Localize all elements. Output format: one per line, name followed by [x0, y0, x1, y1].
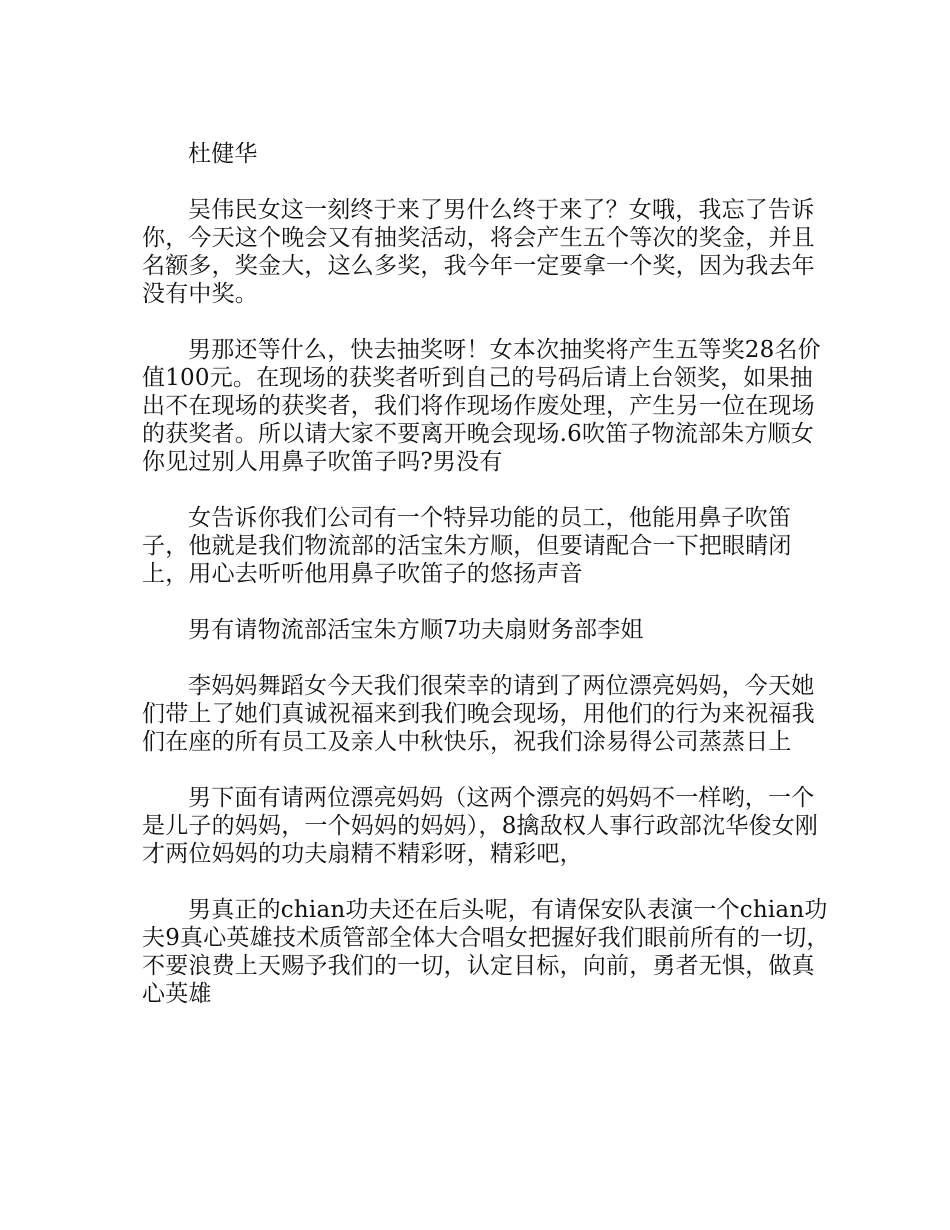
paragraph-6: 男下面有请两位漂亮妈妈（这两个漂亮的妈妈不一样哟，一个是儿子的妈妈，一个妈妈的妈妈），8擒敌权人事行政部沈华俊女刚才两位妈妈的功夫扇精不精彩呀，精彩吧，	[142, 785, 819, 867]
document-title: 杜健华	[188, 141, 258, 167]
paragraph-4: 男有请物流部活宝朱方顺7功夫扇财务部李姐	[188, 617, 644, 643]
paragraph-7: 男真正的chian功夫还在后头呢，有请保安队表演一个chian功夫9真心英雄技术质管部全体大合唱女把握好我们眼前所有的一切，不要浪费上天赐予我们的一切，认定目标，向前，勇者无惧，做真心英雄	[142, 897, 830, 1007]
paragraph-2: 男那还等什么，快去抽奖呀！女本次抽奖将产生五等奖28名价值100元。在现场的获奖者听到自己的号码后请上台领奖，如果抽出不在现场的获奖者，我们将作现场作废处理，产生另一位在现场的获奖者。所以请大家不要离开晚会现场.6吹笛子物流部朱方顺女你见过别人用鼻子吹笛子吗?男没有	[142, 337, 821, 475]
document-page	[142, 140, 832, 1036]
paragraph-1: 吴伟民女这一刻终于来了男什么终于来了？女哦，我忘了告诉你，今天这个晚会又有抽奖活动，将会产生五个等次的奖金，并且名额多，奖金大，这么多奖，我今年一定要拿一个奖，因为我去年没有中奖。	[142, 197, 815, 307]
paragraph-3: 女告诉你我们公司有一个特异功能的员工，他能用鼻子吹笛子，他就是我们物流部的活宝朱方顺，但要请配合一下把眼睛闭上，用心去听听他用鼻子吹笛子的悠扬声音	[142, 505, 792, 587]
paragraph-5: 李妈妈舞蹈女今天我们很荣幸的请到了两位漂亮妈妈，今天她们带上了她们真诚祝福来到我们晚会现场，用他们的行为来祝福我们在座的所有员工及亲人中秋快乐，祝我们涂易得公司蒸蒸日上	[142, 673, 815, 755]
